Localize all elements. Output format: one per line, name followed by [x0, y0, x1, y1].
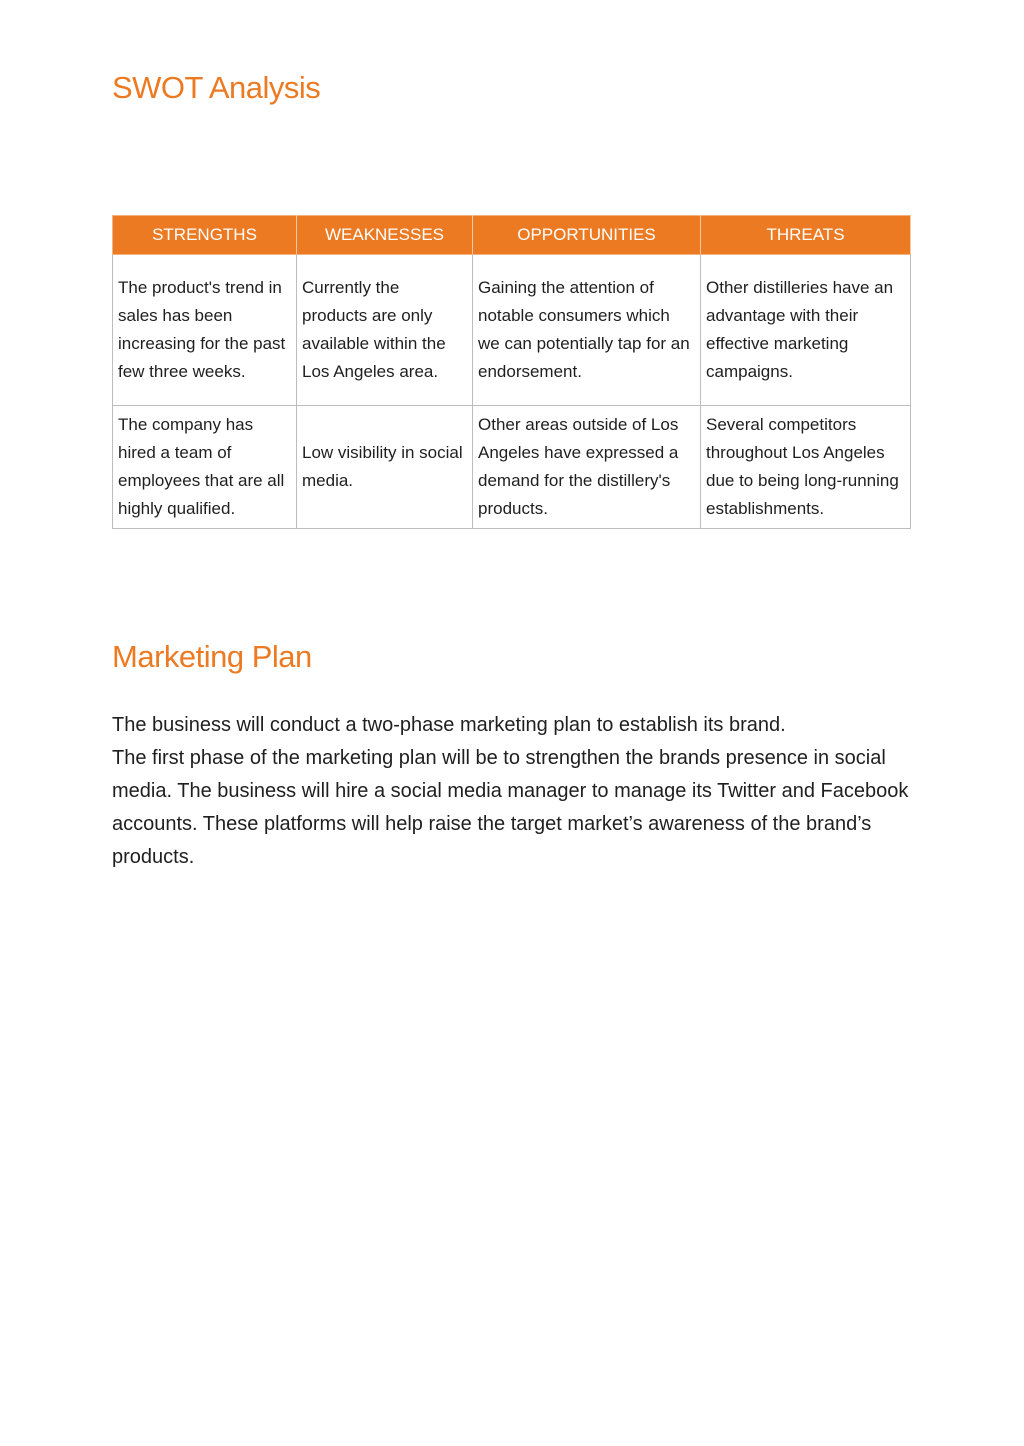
table-cell-opportunity: Other areas outside of Los Angeles have expressed a demand for the distillery's products. [473, 406, 701, 529]
table-row [113, 255, 911, 406]
table-cell-weakness: Low visibility in social media. [297, 406, 473, 529]
table-cell-threat: Several competitors throughout Los Angeles due to being long-running establishments. [701, 406, 911, 529]
swot-header-row [113, 216, 911, 255]
column-header-opportunities: OPPORTUNITIES [473, 216, 701, 255]
paragraph-phase-one: The first phase of the marketing plan will be to strengthen the brands presence in social media. The business will hire a social media manager to manage its Twitter and Facebook accounts. These platforms will help raise the target market’s awareness of the brand’s products. [112, 747, 909, 868]
table-cell-strength: The product's trend in sales has been increasing for the past few three weeks. [113, 255, 297, 406]
table-cell-weakness: Currently the products are only available within the Los Angeles area. [297, 255, 473, 406]
column-header-weaknesses: WEAKNESSES [297, 216, 473, 255]
marketing-plan-heading: Marketing Plan [112, 639, 312, 674]
paragraph-intro: The business will conduct a two-phase marketing plan to establish its brand. [112, 714, 786, 736]
column-header-threats: THREATS [701, 216, 911, 255]
table-cell-threat: Other distilleries have an advantage with their effective marketing campaigns. [701, 255, 911, 406]
swot-analysis-heading: SWOT Analysis [112, 70, 321, 105]
table-row [113, 406, 911, 529]
column-header-strengths: STRENGTHS [113, 216, 297, 255]
table-cell-opportunity: Gaining the attention of notable consumers which we can potentially tap for an endorsement. [473, 255, 701, 406]
table-cell-strength: The company has hired a team of employees that are all highly qualified. [113, 406, 297, 529]
marketing-plan-body [112, 709, 912, 874]
swot-table [112, 215, 911, 529]
